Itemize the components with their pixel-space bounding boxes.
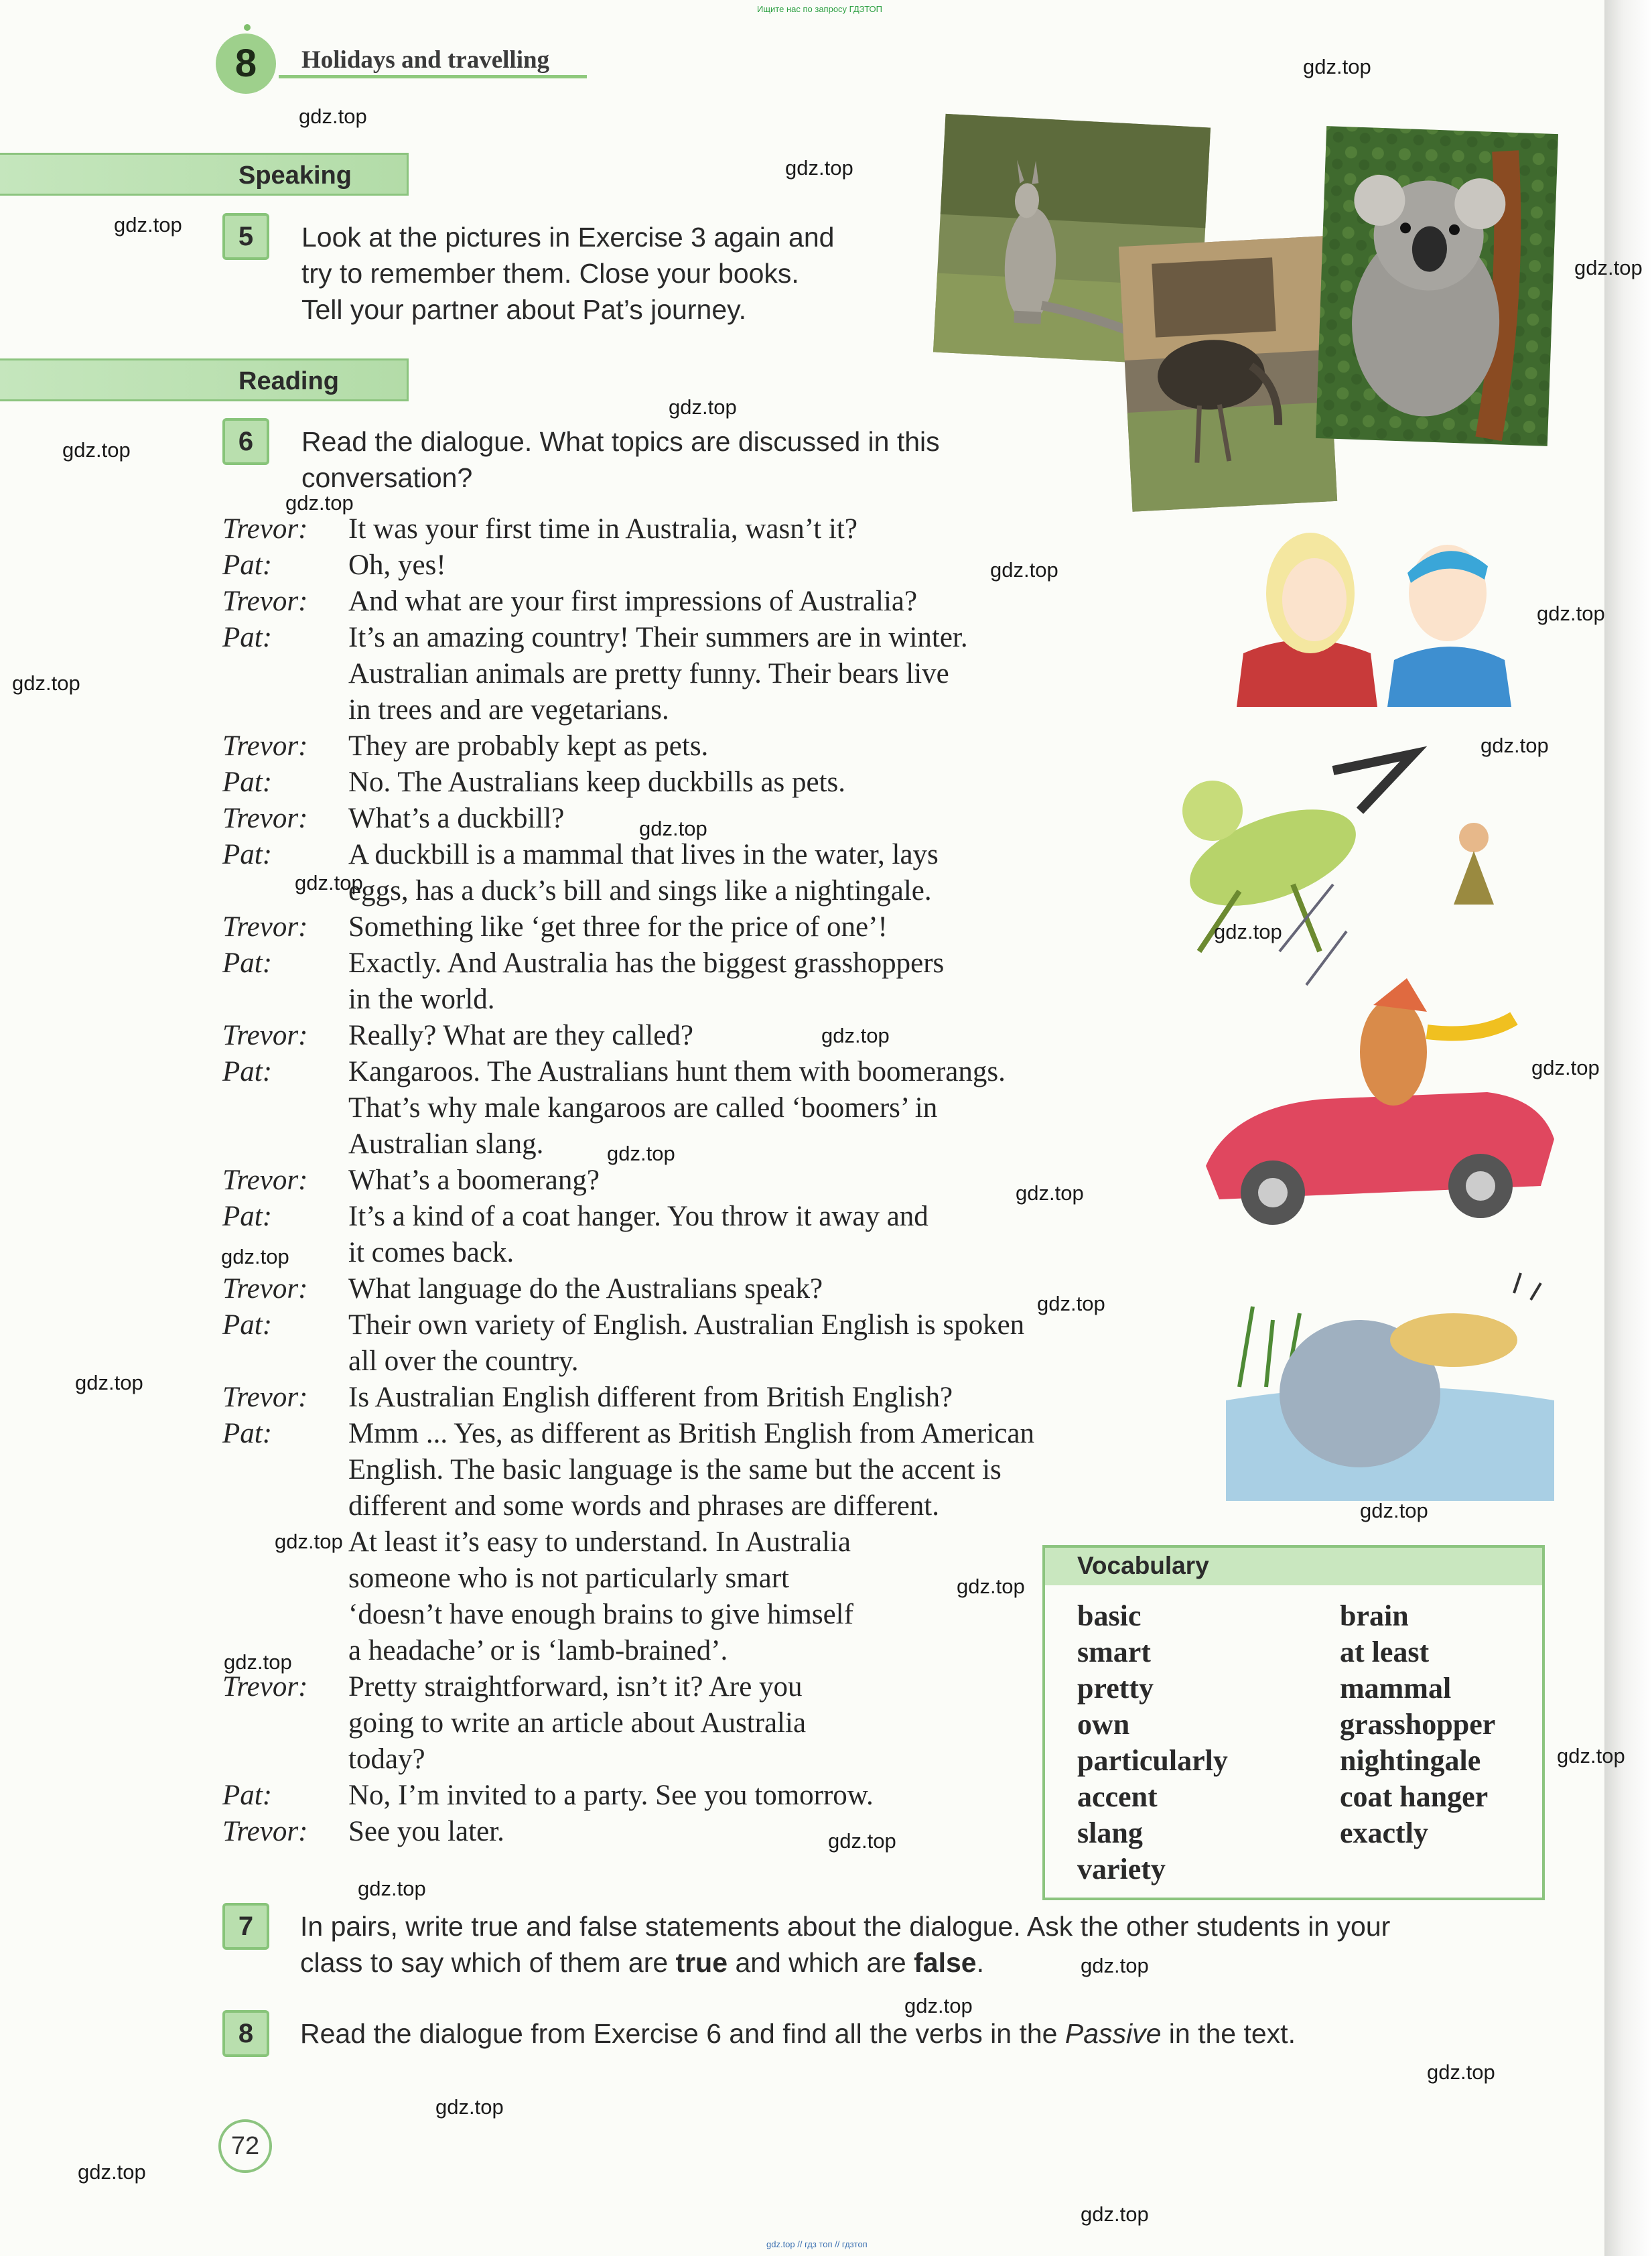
- speaker: Pat:: [222, 622, 273, 653]
- speaker: Trevor:: [222, 730, 308, 762]
- speaker: Trevor:: [222, 513, 308, 545]
- utterance: No. The Australians keep duckbills as pets.: [348, 767, 846, 798]
- utterance: all over the country.: [348, 1345, 579, 1377]
- vocab-word: grasshopper: [1340, 1708, 1496, 1741]
- emu-photo: [1117, 233, 1338, 515]
- speaker: Pat:: [222, 1780, 273, 1811]
- watermark: gdz.top: [299, 105, 367, 128]
- watermark: gdz.top: [12, 671, 80, 695]
- exercise-6-number: 6: [222, 418, 269, 465]
- exercise-6-line: Read the dialogue. What topics are discussed in this: [301, 426, 940, 457]
- utterance: Their own variety of English. Australian English is spoken: [348, 1309, 1025, 1341]
- unit-number-badge: 8: [216, 34, 276, 94]
- watermark: gdz.top: [1081, 2202, 1149, 2226]
- utterance: Exactly. And Australia has the biggest grasshoppers: [348, 947, 945, 979]
- vocab-word: variety: [1077, 1853, 1166, 1885]
- utterance: At least it’s easy to understand. In Australia: [348, 1526, 851, 1558]
- speaker: Trevor:: [222, 1671, 308, 1703]
- exercise-5-line: Tell your partner about Pat’s journey.: [301, 294, 746, 325]
- watermark: gdz.top: [828, 1829, 896, 1853]
- watermark: gdz.top: [821, 1024, 890, 1047]
- watermark: gdz.top: [1557, 1744, 1625, 1768]
- utterance: Oh, yes!: [348, 549, 446, 581]
- vocab-word: smart: [1077, 1636, 1151, 1668]
- watermark: gdz.top: [785, 156, 853, 180]
- speaker: Trevor:: [222, 1816, 308, 1847]
- vocab-word: pretty: [1077, 1672, 1154, 1705]
- vocab-word: nightingale: [1340, 1744, 1481, 1777]
- vocab-word: own: [1077, 1708, 1130, 1741]
- watermark: gdz.top: [1037, 1292, 1105, 1315]
- vocab-word: accent: [1077, 1780, 1158, 1813]
- watermark: gdz.top: [1081, 1954, 1149, 1977]
- utterance: What’s a duckbill?: [348, 803, 565, 834]
- watermark: gdz.top: [1427, 2060, 1495, 2084]
- watermark: gdz.top: [1537, 602, 1605, 625]
- speaker: Trevor:: [222, 1165, 308, 1196]
- utterance: Australian animals are pretty funny. Their bears live: [348, 658, 949, 689]
- speaker: Pat:: [222, 1056, 273, 1087]
- speaker: Trevor:: [222, 586, 308, 617]
- speaker: Trevor:: [222, 1382, 308, 1413]
- utterance: Pretty straightforward, isn’t it? Are you: [348, 1671, 803, 1703]
- vocab-word: brain: [1340, 1599, 1409, 1632]
- trevor-and-pat-illustration: [1237, 519, 1565, 707]
- section-reading-label: Reading: [238, 367, 339, 395]
- watermark: gdz.top: [435, 2095, 504, 2119]
- utterance: What language do the Australians speak?: [348, 1273, 823, 1305]
- vocab-word: slang: [1077, 1816, 1143, 1849]
- watermark: gdz.top: [1531, 1056, 1600, 1079]
- exercise-7-number: 7: [222, 1903, 269, 1950]
- watermark: gdz.top: [224, 1650, 292, 1674]
- utterance: different and some words and phrases are different.: [348, 1490, 939, 1522]
- vocabulary-box: [1042, 1545, 1545, 1900]
- duckbill-illustration: [1226, 1266, 1554, 1501]
- speaker: Pat:: [222, 1309, 273, 1341]
- exercise-7-text: [300, 1908, 1390, 1981]
- utterance: going to write an article about Australia: [348, 1707, 807, 1739]
- watermark: gdz.top: [275, 1530, 343, 1553]
- utterance: A duckbill is a mammal that lives in the water, lays: [348, 839, 939, 870]
- utterance: See you later.: [348, 1816, 504, 1847]
- watermark: gdz.top: [639, 817, 707, 840]
- utterance: No, I’m invited to a party. See you tomorrow.: [348, 1780, 874, 1811]
- koala-photo: [1313, 122, 1561, 450]
- utterance: Really? What are they called?: [348, 1020, 693, 1051]
- unit-underline: [279, 75, 587, 78]
- unit-dot: [244, 24, 251, 31]
- watermark: gdz.top: [669, 395, 737, 419]
- exercise-5-number: 5: [222, 213, 269, 260]
- watermark: gdz.top: [62, 438, 131, 462]
- utterance: Kangaroos. The Australians hunt them with boomerangs.: [348, 1056, 1006, 1087]
- speaker: Pat:: [222, 767, 273, 798]
- watermark: gdz.top: [607, 1142, 675, 1165]
- utterance: eggs, has a duck’s bill and sings like a nightingale.: [348, 875, 932, 907]
- watermark: gdz.top: [1574, 256, 1643, 279]
- speaker: Pat:: [222, 947, 273, 979]
- kangaroo-car-illustration: [1192, 965, 1561, 1246]
- watermark: gdz.top: [1016, 1181, 1084, 1205]
- vocabulary-title: Vocabulary: [1077, 1552, 1209, 1579]
- exercise-8-number: 8: [222, 2010, 269, 2057]
- italic-passive: Passive: [1064, 2018, 1162, 2049]
- utterance: Is Australian English different from British English?: [348, 1382, 953, 1413]
- watermark: gdz.top: [904, 1994, 973, 2017]
- watermark: gdz.top: [75, 1371, 143, 1394]
- exercise-5-line: try to remember them. Close your books.: [301, 258, 799, 289]
- speaker: Trevor:: [222, 1020, 308, 1051]
- section-speaking: [0, 153, 409, 196]
- speaker: Pat:: [222, 1201, 273, 1232]
- utterance: That’s why male kangaroos are called ‘boomers’ in: [348, 1092, 938, 1124]
- utterance: a headache’ or is ‘lamb-brained’.: [348, 1635, 728, 1666]
- utterance: It’s a kind of a coat hanger. You throw it away and: [348, 1201, 928, 1232]
- exercise-6-line: conversation?: [301, 462, 473, 493]
- exercise-7-line: [300, 1944, 1390, 1981]
- utterance: Australian slang.: [348, 1128, 544, 1160]
- text-run: class to say which of them are: [300, 1947, 676, 1978]
- vocab-word: particularly: [1077, 1744, 1228, 1777]
- text-run: .: [976, 1947, 984, 1978]
- speaker: Trevor:: [222, 1273, 308, 1305]
- vocab-word: mammal: [1340, 1672, 1452, 1705]
- speaker: Pat:: [222, 549, 273, 581]
- speaker: Trevor:: [222, 911, 308, 943]
- vocab-word: basic: [1077, 1599, 1142, 1632]
- watermark: gdz.top: [221, 1245, 289, 1268]
- exercise-6-text: [301, 423, 940, 496]
- watermark: gdz.top: [957, 1575, 1025, 1598]
- exercise-8-text: [300, 2015, 1296, 2052]
- utterance: It’s an amazing country! Their summers are in winter.: [348, 622, 968, 653]
- watermark: gdz.top: [78, 2160, 146, 2184]
- utterance: someone who is not particularly smart: [348, 1563, 789, 1594]
- speaker: Pat:: [222, 839, 273, 870]
- watermark: gdz.top: [285, 491, 354, 515]
- vocab-word: exactly: [1340, 1816, 1428, 1849]
- bold-false: false: [914, 1947, 977, 1978]
- top-note: Ищите нас по запросу ГДЗТОП: [757, 4, 883, 14]
- text-run: and which are: [728, 1947, 914, 1978]
- utterance: in trees and are vegetarians.: [348, 694, 669, 726]
- unit-title: Holidays and travelling: [301, 46, 550, 74]
- vocab-word: coat hanger: [1340, 1780, 1489, 1813]
- utterance: English. The basic language is the same but the accent is: [348, 1454, 1002, 1485]
- watermark: gdz.top: [990, 558, 1058, 582]
- exercise-7-line: In pairs, write true and false statements about the dialogue. Ask the other students in your: [300, 1911, 1391, 1942]
- watermark: gdz.top: [1481, 734, 1549, 757]
- text-run: in the text.: [1161, 2018, 1296, 2049]
- exercise-5-text: [301, 219, 834, 328]
- page-number: 72: [218, 2119, 272, 2173]
- watermark: gdz.top: [1303, 55, 1371, 78]
- vocabulary-header: [1045, 1548, 1542, 1585]
- bottom-note: gdz.top // гдз топ // гдзтоп: [766, 2239, 868, 2249]
- page-edge: [1604, 0, 1652, 2256]
- utterance: And what are your first impressions of Australia?: [348, 586, 918, 617]
- watermark: gdz.top: [114, 213, 182, 237]
- utterance: in the world.: [348, 984, 495, 1015]
- utterance: it comes back.: [348, 1237, 514, 1268]
- vocab-word: at least: [1340, 1636, 1430, 1668]
- watermark: gdz.top: [1214, 920, 1282, 943]
- watermark: gdz.top: [295, 871, 363, 894]
- exercise-5-line: Look at the pictures in Exercise 3 again and: [301, 222, 835, 253]
- utterance: ‘doesn’t have enough brains to give himself: [348, 1599, 853, 1630]
- utterance: It was your first time in Australia, wasn’t it?: [348, 513, 857, 545]
- speaker: Pat:: [222, 1418, 273, 1449]
- section-speaking-label: Speaking: [238, 161, 352, 190]
- utterance: What’s a boomerang?: [348, 1165, 600, 1196]
- utterance: Something like ‘get three for the price of one’!: [348, 911, 888, 943]
- utterance: They are probably kept as pets.: [348, 730, 709, 762]
- section-reading: [0, 358, 409, 401]
- speaker: Trevor:: [222, 803, 308, 834]
- watermark: gdz.top: [358, 1877, 426, 1900]
- utterance: Mmm ... Yes, as different as British English from American: [348, 1418, 1034, 1449]
- text-run: Read the dialogue from Exercise 6 and find all the verbs in the: [300, 2018, 1065, 2049]
- bold-true: true: [675, 1947, 728, 1978]
- utterance: today?: [348, 1743, 425, 1775]
- watermark: gdz.top: [1360, 1499, 1428, 1522]
